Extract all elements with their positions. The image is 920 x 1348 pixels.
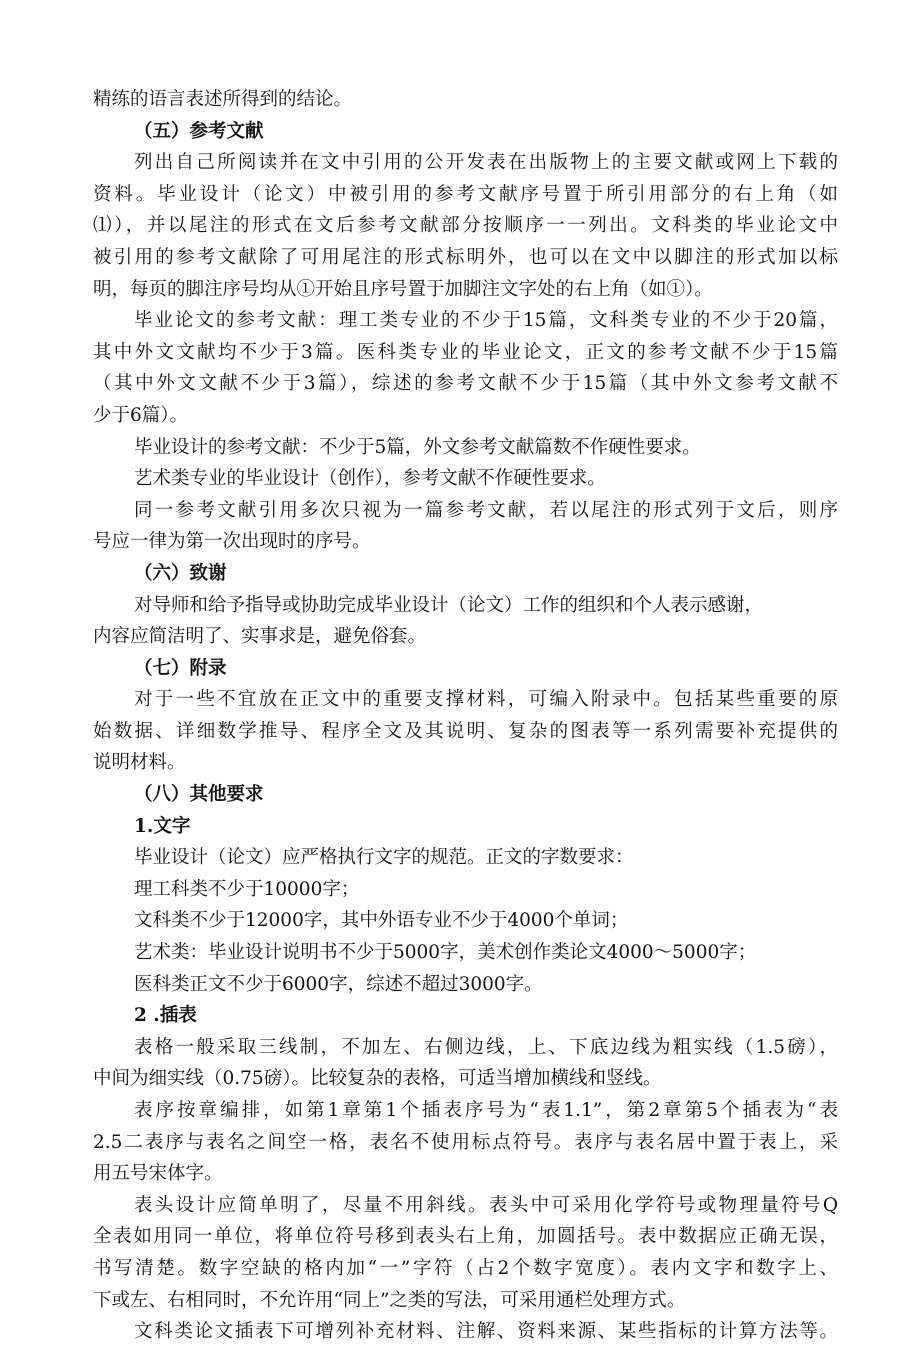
- section-heading: （八）其他要求: [134, 784, 264, 806]
- section-heading: 2 .插表: [134, 1005, 197, 1027]
- text-line: 对于一些不宜放在正文中的重要支撑材料，可编入附录中。包括某些重要的原: [134, 689, 838, 711]
- section-heading: （六）致谢: [134, 562, 227, 584]
- text-line: 号应一律为第一次出现时的序号。: [93, 531, 371, 553]
- text-line: 艺术类：毕业设计说明书不少于5000字，美术创作类论文4000～5000字；: [134, 942, 757, 964]
- text-line: 毕业设计的参考文献：不少于5篇，外文参考文献篇数不作硬性要求。: [134, 436, 701, 458]
- text-line: 表头设计应简单明了，尽量不用斜线。表头中可采用化学符号或物理量符号Q: [134, 1194, 838, 1216]
- text-line: 2.5二表序与表名之间空一格，表名不使用标点符号。表序与表名居中置于表上，采: [93, 1131, 838, 1153]
- section-heading: 1.文字: [134, 815, 191, 837]
- text-line: 用五号宋体字。: [93, 1163, 223, 1185]
- text-line: 医科类正文不少于6000字，综述不超过3000字。: [134, 973, 543, 995]
- text-line: 资料。毕业设计（论文）中被引用的参考文献序号置于所引用部分的右上角（如: [93, 183, 838, 205]
- section-heading: （五）参考文献: [134, 120, 264, 142]
- text-line: 其中外文文献均不少于3篇。医科类专业的毕业论文，正文的参考文献不少于15篇: [93, 341, 838, 363]
- text-line: 毕业设计（论文）应严格执行文字的规范。正文的字数要求：: [134, 847, 634, 869]
- text-line: 理工科类不少于10000字；: [134, 878, 360, 900]
- text-line: 列出自己所阅读并在文中引用的公开发表在出版物上的主要文献或网上下载的: [134, 152, 838, 174]
- section-heading: （七）附录: [134, 657, 227, 679]
- text-line: （其中外文文献不少于3篇），综述的参考文献不少于15篇（其中外文参考文献不: [93, 373, 838, 395]
- text-line: 对导师和给予指导或协助完成毕业设计（论文）工作的组织和个人表示感谢，: [134, 594, 764, 616]
- text-line: 全表如用同一单位，将单位符号移到表头右上角，加圆括号。表中数据应正确无误，: [93, 1226, 838, 1248]
- text-line: 少于6篇）。: [93, 404, 189, 426]
- text-line: 下或左、右相同时，不允许用“同上”之类的写法，可采用通栏处理方式。: [93, 1289, 686, 1311]
- text-line: 表格一般采取三线制，不加左、右侧边线，上、下底边线为粗实线（1.5磅），: [134, 1036, 838, 1058]
- text-line: 明，每页的脚注序号均从①开始且序号置于加脚注文字处的右上角（如①）。: [93, 278, 713, 300]
- text-line: 表序按章编排，如第1章第1个插表序号为“表1.1”，第2章第5个插表为“表: [134, 1100, 838, 1121]
- document-page: [93, 84, 838, 1348]
- text-line: 书写清楚。数字空缺的格内加“一”字符（占2个数字宽度）。表内文字和数字上、: [93, 1257, 838, 1279]
- text-line: 被引用的参考文献除了可用尾注的形式标明外，也可以在文中以脚注的形式加以标: [93, 246, 838, 268]
- text-line: 文科类不少于12000字，其中外语专业不少于4000个单词；: [134, 910, 629, 932]
- text-line: 艺术类专业的毕业设计（创作），参考文献不作硬性要求。: [134, 468, 606, 490]
- text-line: 中间为细实线（0.75磅）。比较复杂的表格，可适当增加横线和竖线。: [93, 1068, 662, 1090]
- text-line: 毕业论文的参考文献：理工类专业的不少于15篇，文科类专业的不少于20篇，: [134, 310, 838, 332]
- text-line: 内容应简洁明了、实事求是，避免俗套。: [93, 626, 427, 648]
- text-line: 说明材料。: [93, 752, 186, 774]
- text-line: 始数据、详细数学推导、程序全文及其说明、复杂的图表等一系列需要补充提供的: [93, 720, 838, 742]
- text-line: 文科类论文插表下可增列补充材料、注解、资料来源、某些指标的计算方法等。: [134, 1321, 838, 1343]
- text-line: 同一参考文献引用多次只视为一篇参考文献，若以尾注的形式列于文后，则序: [134, 499, 838, 521]
- text-line: ⑴），并以尾注的形式在文后参考文献部分按顺序一一列出。文科类的毕业论文中: [93, 215, 838, 237]
- text-line: 精练的语言表述所得到的结论。: [93, 89, 353, 110]
